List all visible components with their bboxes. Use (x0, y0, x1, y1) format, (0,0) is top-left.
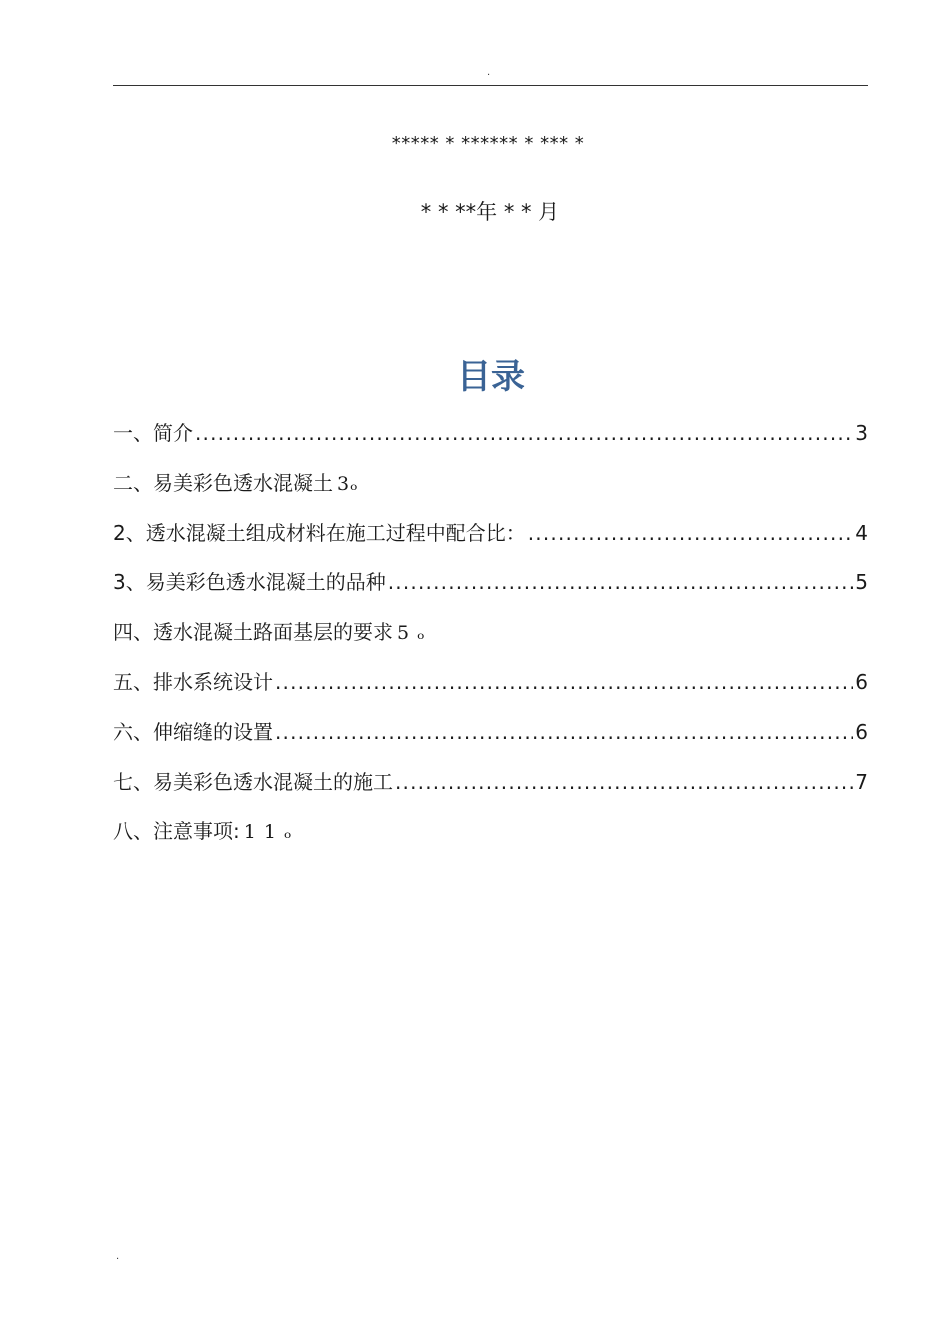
organization-line: ***** * ****** * *** * (391, 133, 585, 154)
toc-dot-leader (275, 667, 853, 697)
header-rule (113, 85, 868, 86)
toc-page-number: 3ₒ (337, 472, 359, 495)
toc-page-number: 7 (855, 769, 868, 794)
toc-title: 目录 (457, 357, 525, 397)
toc-entry-mix-ratio[interactable] (113, 518, 868, 568)
header-mark: . (487, 67, 491, 78)
toc-page-number: 6 (855, 719, 868, 744)
toc-entry-label: 五、排水系统设计 (113, 669, 273, 694)
toc-page-number: 5 ₒ (397, 622, 426, 645)
toc-dot-leader (195, 418, 853, 448)
toc-entry-drainage[interactable] (113, 667, 868, 717)
toc-entry-base-requirements[interactable] (113, 617, 868, 667)
toc-entry-label: 六、伸缩缝的设置 (113, 719, 273, 744)
toc-page-number: 1 1 ₒ (243, 821, 293, 844)
toc-entry-label: 二、易美彩色透水混凝土 (113, 470, 333, 495)
table-of-contents (113, 418, 868, 866)
toc-entry-label: 七、易美彩色透水混凝土的施工 (113, 769, 393, 794)
toc-entry-varieties[interactable] (113, 567, 868, 617)
footer-mark: . (116, 1251, 120, 1262)
toc-entry-construction[interactable] (113, 767, 868, 817)
toc-dot-leader (275, 717, 853, 747)
toc-entry-expansion-joints[interactable] (113, 717, 868, 767)
toc-dot-leader (528, 518, 854, 548)
toc-page-number: 3 (855, 421, 868, 445)
toc-page-number: 5 (855, 570, 868, 595)
toc-entry-notes[interactable] (113, 816, 868, 866)
toc-entry-label: 3、易美彩色透水混凝土的品种 (113, 570, 386, 595)
toc-entry-colored-concrete[interactable] (113, 468, 868, 518)
toc-page-number: 4 (855, 520, 868, 545)
toc-dot-leader (388, 567, 854, 597)
toc-entry-label: 2、透水混凝土组成材料在施工过程中配合比： (113, 520, 526, 545)
toc-entry-label: 四、透水混凝土路面基层的要求 (113, 620, 393, 645)
toc-dot-leader (395, 767, 853, 797)
toc-entry-label: 一、简介 (113, 421, 193, 445)
toc-entry-label: 八、注意事项: (113, 819, 240, 844)
date-line: * * **年 * * 月 (420, 200, 560, 224)
toc-entry-intro[interactable] (113, 418, 868, 468)
toc-page-number: 6 (855, 669, 868, 694)
